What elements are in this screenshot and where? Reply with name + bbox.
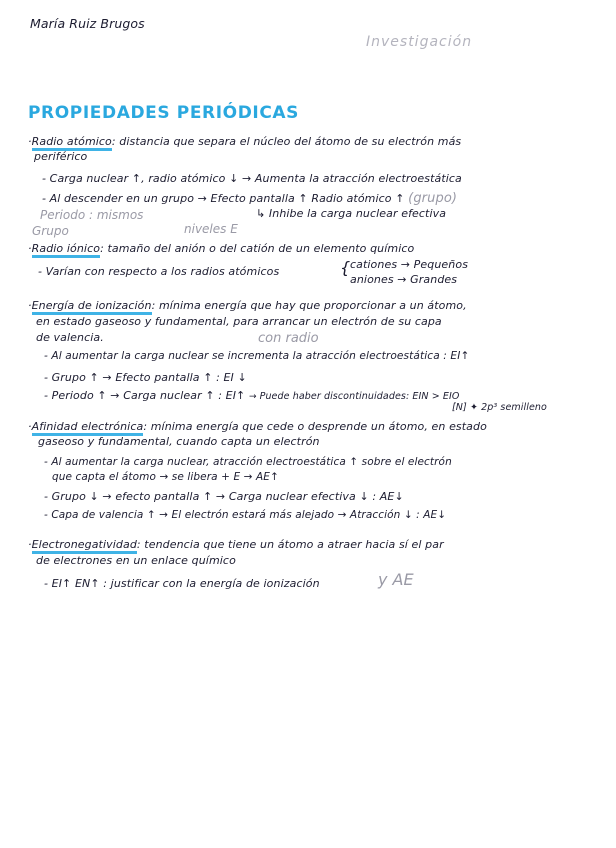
brace-symbol: { (340, 258, 351, 277)
pencil-grupo: (grupo) (408, 191, 458, 206)
pencil-grupo-2: Grupo (32, 224, 69, 238)
term-energia-ionizacion: Energía de ionización (32, 299, 152, 315)
radio-atomico-definition-cont: periférico (34, 150, 88, 163)
energia-ionizacion-definition: ·Energía de ionización: mínima energía que hay que proporcionar a un átomo, (28, 299, 467, 312)
energia-ionizacion-definition-2: en estado gaseoso y fundamental, para arrancar un electrón de su capa (36, 315, 442, 328)
pencil-periodo: Periodo : mismos (40, 208, 144, 222)
radio-ionico-line-1: - Varían con respecto a los radios atómicos (38, 265, 280, 278)
afinidad-electronica-line-1b: que capta el átomo → se libera + E → AE↑ (52, 471, 279, 483)
term-afinidad-electronica: Afinidad electrónica (32, 420, 144, 436)
term-electronegatividad: Electronegatividad (32, 538, 137, 554)
radio-atomico-line-3: ↳ Inhibe la carga nuclear efectiva (256, 207, 447, 220)
energia-ionizacion-definition-3: de valencia. (36, 331, 104, 344)
radio-atomico-definition: ·Radio atómico: distancia que separa el núcleo del átomo de su electrón más (28, 135, 461, 148)
radio-ionico-branch-2: aniones → Grandes (350, 273, 458, 286)
energia-ionizacion-note: Puede haber discontinuidades: EIN > EIO (259, 391, 460, 402)
page-title: PROPIEDADES PERIÓDICAS (28, 103, 300, 123)
pencil-header-note: Investigación (366, 34, 473, 50)
electronegatividad-definition-2: de electrones en un enlace químico (36, 554, 236, 567)
electronegatividad-definition: ·Electronegatividad: tendencia que tiene un átomo a atraer hacia sí el par (28, 538, 444, 551)
author-name: María Ruiz Brugos (30, 16, 145, 31)
afinidad-electronica-line-1: - Al aumentar la carga nuclear, atracción electroestática ↑ sobre el electrón (44, 456, 452, 468)
term-radio-ionico: Radio iónico (32, 242, 100, 258)
pencil-niveles: niveles E (184, 222, 238, 236)
energia-ionizacion-line-2: - Grupo ↑ → Efecto pantalla ↑ : EI ↓ (44, 371, 247, 384)
radio-ionico-definition: ·Radio iónico: tamaño del anión o del catión de un elemento químico (28, 242, 414, 255)
afinidad-electronica-line-3: - Capa de valencia ↑ → El electrón estará más alejado → Atracción ↓ : AE↓ (44, 509, 447, 521)
afinidad-electronica-definition: ·Afinidad electrónica: mínima energía que cede o desprende un átomo, en estado (28, 420, 487, 433)
pencil-con-radio: con radio (258, 331, 319, 346)
radio-atomico-line-2: - Al descender en un grupo → Efecto pantalla ↑ Radio atómico ↑ (grupo) (42, 191, 458, 206)
term-radio-atomico: Radio atómico (32, 135, 112, 151)
electronegatividad-line-1: - EI↑ EN↑ : justificar con la energía de ionización (44, 577, 320, 590)
radio-atomico-line-1: - Carga nuclear ↑, radio atómico ↓ → Aumenta la atracción electroestática (42, 172, 462, 185)
afinidad-electronica-line-2: - Grupo ↓ → efecto pantalla ↑ → Carga nuclear efectiva ↓ : AE↓ (44, 490, 404, 503)
radio-ionico-branch-1: cationes → Pequeños (350, 258, 469, 271)
energia-ionizacion-note-2: [N] ✦ 2p³ semilleno (452, 402, 547, 413)
energia-ionizacion-line-1: - Al aumentar la carga nuclear se incrementa la atracción electroestática : EI↑ (44, 350, 470, 362)
afinidad-electronica-definition-2: gaseoso y fundamental, cuando capta un electrón (38, 435, 320, 448)
pencil-y-ae: y AE (378, 570, 414, 589)
energia-ionizacion-line-3: - Periodo ↑ → Carga nuclear ↑ : EI↑ → Puede haber discontinuidades: EIN > EIO (44, 389, 460, 402)
